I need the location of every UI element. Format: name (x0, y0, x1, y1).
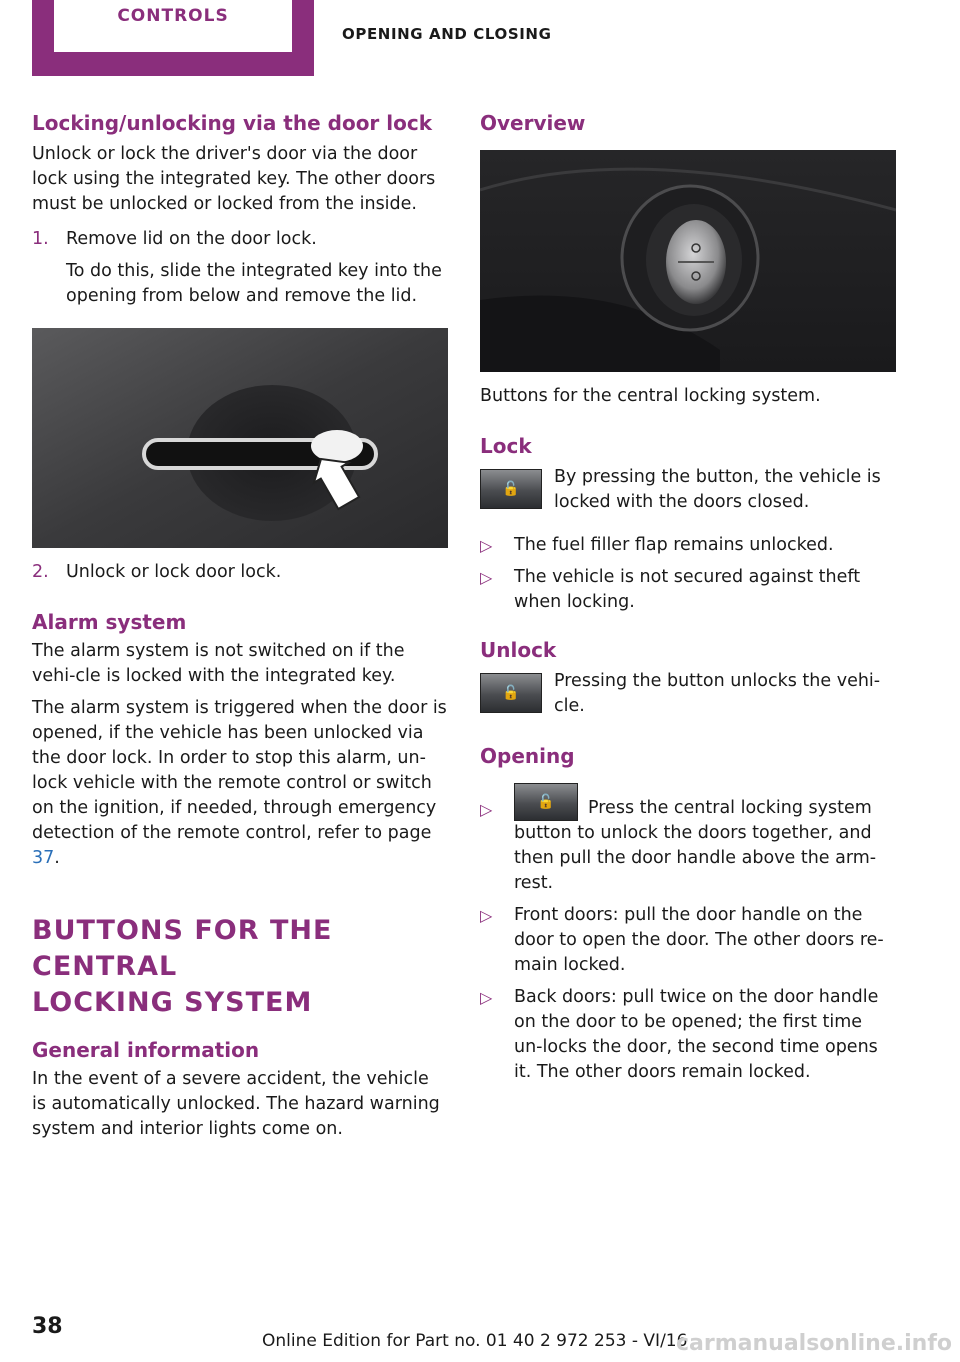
opening-bullet-2 (480, 903, 896, 978)
bullet-icon: ▷ (480, 906, 493, 925)
step-1-subtext: To do this, slide the integrated key into the opening from below and remove the lid. (66, 261, 442, 306)
door-handle-photo (32, 328, 448, 548)
heading-buttons-line-2: LOCKING SYSTEM (32, 987, 313, 1018)
para-alarm-2-end: . (54, 848, 60, 868)
heading-opening: Opening (480, 744, 575, 768)
lock-bullet-1 (480, 533, 896, 558)
lock-row (480, 465, 896, 515)
bullet-icon: ▷ (480, 536, 493, 555)
para-alarm-2-text: The alarm system is triggered when the door is opened, if the vehicle has been unlocked via the door lock. In order to stop this alarm, un-lock vehicle with the remote control or switch on the ignition, if needed, through emergency detection of the remote control, refer to page (32, 698, 447, 843)
lock-bullet-1-text: The fuel filler flap remains unlocked. (514, 535, 834, 555)
left-column (32, 108, 448, 1142)
lock-bullet-2 (480, 565, 896, 615)
para-lock: By pressing the button, the vehicle is locked with the doors closed. (554, 467, 881, 512)
step-2-number: 2. (32, 562, 49, 582)
edition-info: Online Edition for Part no. 01 40 2 972 253 - VI/16 (262, 1331, 688, 1351)
padlock-icon: 🔓 (537, 794, 555, 810)
bullet-icon: ▷ (480, 568, 493, 587)
opening-bullet-1-lead: Press the central locking system (588, 798, 872, 818)
heading-buttons-line-1: BUTTONS FOR THE CENTRAL (32, 915, 333, 982)
chapter-tab (32, 0, 314, 76)
chapter-tab-label: CONTROLS (117, 6, 229, 26)
page-number: 38 (32, 1314, 63, 1339)
heading-buttons-central-locking (32, 913, 448, 1021)
unlock-button-image (480, 673, 542, 713)
chapter-tab-label-box (54, 0, 292, 52)
opening-bullet-1-text: button to unlock the doors together, and then pull the door handle above the arm-rest. (514, 823, 877, 893)
step-2 (32, 560, 448, 585)
central-locking-button-image (514, 783, 578, 821)
para-alarm-1: The alarm system is not switched on if the vehi-cle is locked with the integrated key. (32, 641, 405, 686)
step-1-text: Remove lid on the door lock. (66, 229, 317, 249)
opening-bullet-3-text: Back doors: pull twice on the door handle on the door to be opened; the first time un-locks the door, the second time opens it. The other doors remain locked. (514, 987, 879, 1082)
opening-bullet-1 (480, 783, 896, 896)
step-2-text: Unlock or lock door lock. (66, 562, 282, 582)
central-locking-photo (480, 150, 896, 372)
right-column (480, 108, 896, 1085)
door-handle-illustration (32, 328, 448, 548)
watermark: carmanualsonline.info (676, 1331, 952, 1356)
padlock-icon: 🔓 (502, 481, 520, 497)
heading-overview: Overview (480, 111, 586, 135)
opening-bullet-2-text: Front doors: pull the door handle on the door to open the door. The other doors re-main locked. (514, 905, 884, 975)
caption-overview: Buttons for the central locking system. (480, 386, 821, 406)
section-title: OPENING AND CLOSING (342, 25, 552, 43)
heading-door-lock: Locking/unlocking via the door lock (32, 111, 433, 135)
page-link-37[interactable]: 37 (32, 848, 55, 868)
para-general: In the event of a severe accident, the vehicle is automatically unlocked. The hazard warning system and interior lights come on. (32, 1069, 440, 1139)
lock-button-image (480, 469, 542, 509)
central-locking-illustration (480, 150, 896, 372)
bullet-icon: ▷ (480, 988, 493, 1007)
heading-general-information: General information (32, 1038, 260, 1062)
para-unlock: Pressing the button unlocks the vehi-cle. (554, 671, 881, 716)
para-door-lock: Unlock or lock the driver's door via the door lock using the integrated key. The other doors must be unlocked or locked from the inside. (32, 144, 436, 214)
heading-lock: Lock (480, 434, 532, 458)
padlock-icon: 🔓 (502, 685, 520, 701)
lock-bullet-2-text: The vehicle is not secured against theft when locking. (514, 567, 861, 612)
step-1-number: 1. (32, 229, 49, 249)
opening-bullet-3 (480, 985, 896, 1085)
bullet-icon: ▷ (480, 800, 493, 819)
para-alarm-2 (32, 696, 448, 871)
unlock-row (480, 669, 896, 719)
heading-alarm-system: Alarm system (32, 610, 187, 634)
step-1 (32, 227, 448, 309)
heading-unlock: Unlock (480, 638, 557, 662)
